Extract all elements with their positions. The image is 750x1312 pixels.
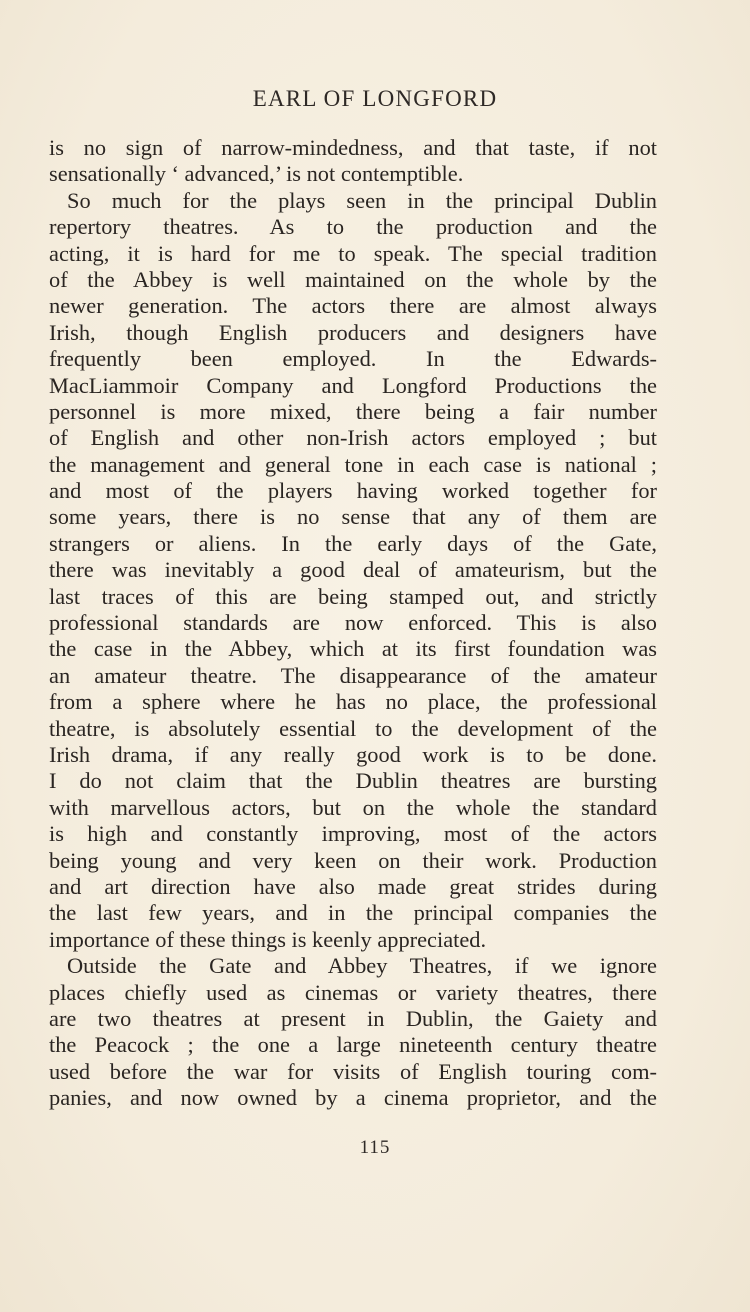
- text-line: repertory theatres. As to the production and the: [49, 214, 657, 240]
- running-head: EARL OF LONGFORD: [252, 86, 498, 111]
- text-line: last traces of this are being stamped out, and strictly: [49, 583, 657, 609]
- text-line: some years, there is no sense that any of them are: [49, 504, 657, 530]
- text-line: acting, it is hard for me to speak. The special tradition: [49, 240, 657, 266]
- text-line: and most of the players having worked together for: [49, 478, 657, 504]
- text-line: MacLiammoir Company and Longford Productions the: [49, 372, 657, 398]
- text-line: is high and constantly improving, most of the actors: [49, 821, 657, 847]
- text-line: the Peacock ; the one a large nineteenth century theatre: [49, 1032, 657, 1058]
- text-line: So much for the plays seen in the principal Dublin: [67, 187, 657, 213]
- text-line: frequently been employed. In the Edwards-: [49, 346, 657, 372]
- text-line: from a sphere where he has no place, the professional: [49, 689, 657, 715]
- text-line: are two theatres at present in Dublin, the Gaiety and: [49, 1005, 657, 1031]
- text-line: with marvellous actors, but on the whole the standard: [49, 794, 657, 820]
- text-line: is no sign of narrow-mindedness, and that taste, if not: [49, 135, 657, 160]
- text-line: the management and general tone in each case is national ;: [49, 451, 657, 477]
- text-line: being young and very keen on their work. Production: [49, 847, 657, 873]
- text-line: professional standards are now enforced. This is also: [49, 610, 657, 636]
- body-text: [49, 135, 657, 1111]
- text-line: places chiefly used as cinemas or variety theatres, there: [49, 979, 657, 1005]
- text-line: Irish, though English producers and designers have: [49, 319, 657, 345]
- text-line: I do not claim that the Dublin theatres are bursting: [49, 768, 657, 794]
- text-line: of the Abbey is well maintained on the whole by the: [49, 266, 657, 292]
- page-number: 115: [359, 1137, 391, 1158]
- text-line: theatre, is absolutely essential to the development of the: [49, 715, 657, 741]
- text-line: the last few years, and in the principal companies the: [49, 900, 657, 926]
- text-line: personnel is more mixed, there being a fair number: [49, 398, 657, 424]
- text-line: an amateur theatre. The disappearance of the amateur: [49, 662, 657, 688]
- text-line: Irish drama, if any really good work is to be done.: [49, 741, 657, 767]
- text-line: there was inevitably a good deal of amateurism, but the: [49, 557, 657, 583]
- text-line: Outside the Gate and Abbey Theatres, if we ignore: [67, 953, 657, 979]
- text-line: used before the war for visits of English touring com-: [49, 1058, 657, 1084]
- text-line: sensationally ‘ advanced,’ is not contemptible.: [49, 161, 464, 187]
- text-line: panies, and now owned by a cinema proprietor, and the: [49, 1085, 657, 1111]
- text-line: importance of these things is keenly appreciated.: [49, 926, 487, 952]
- text-line: strangers or aliens. In the early days of the Gate,: [49, 530, 657, 556]
- text-line: the case in the Abbey, which at its first foundation was: [49, 636, 657, 662]
- text-line: and art direction have also made great strides during: [49, 873, 657, 899]
- text-line: of English and other non-Irish actors employed ; but: [49, 425, 657, 451]
- text-line: newer generation. The actors there are almost always: [49, 293, 657, 319]
